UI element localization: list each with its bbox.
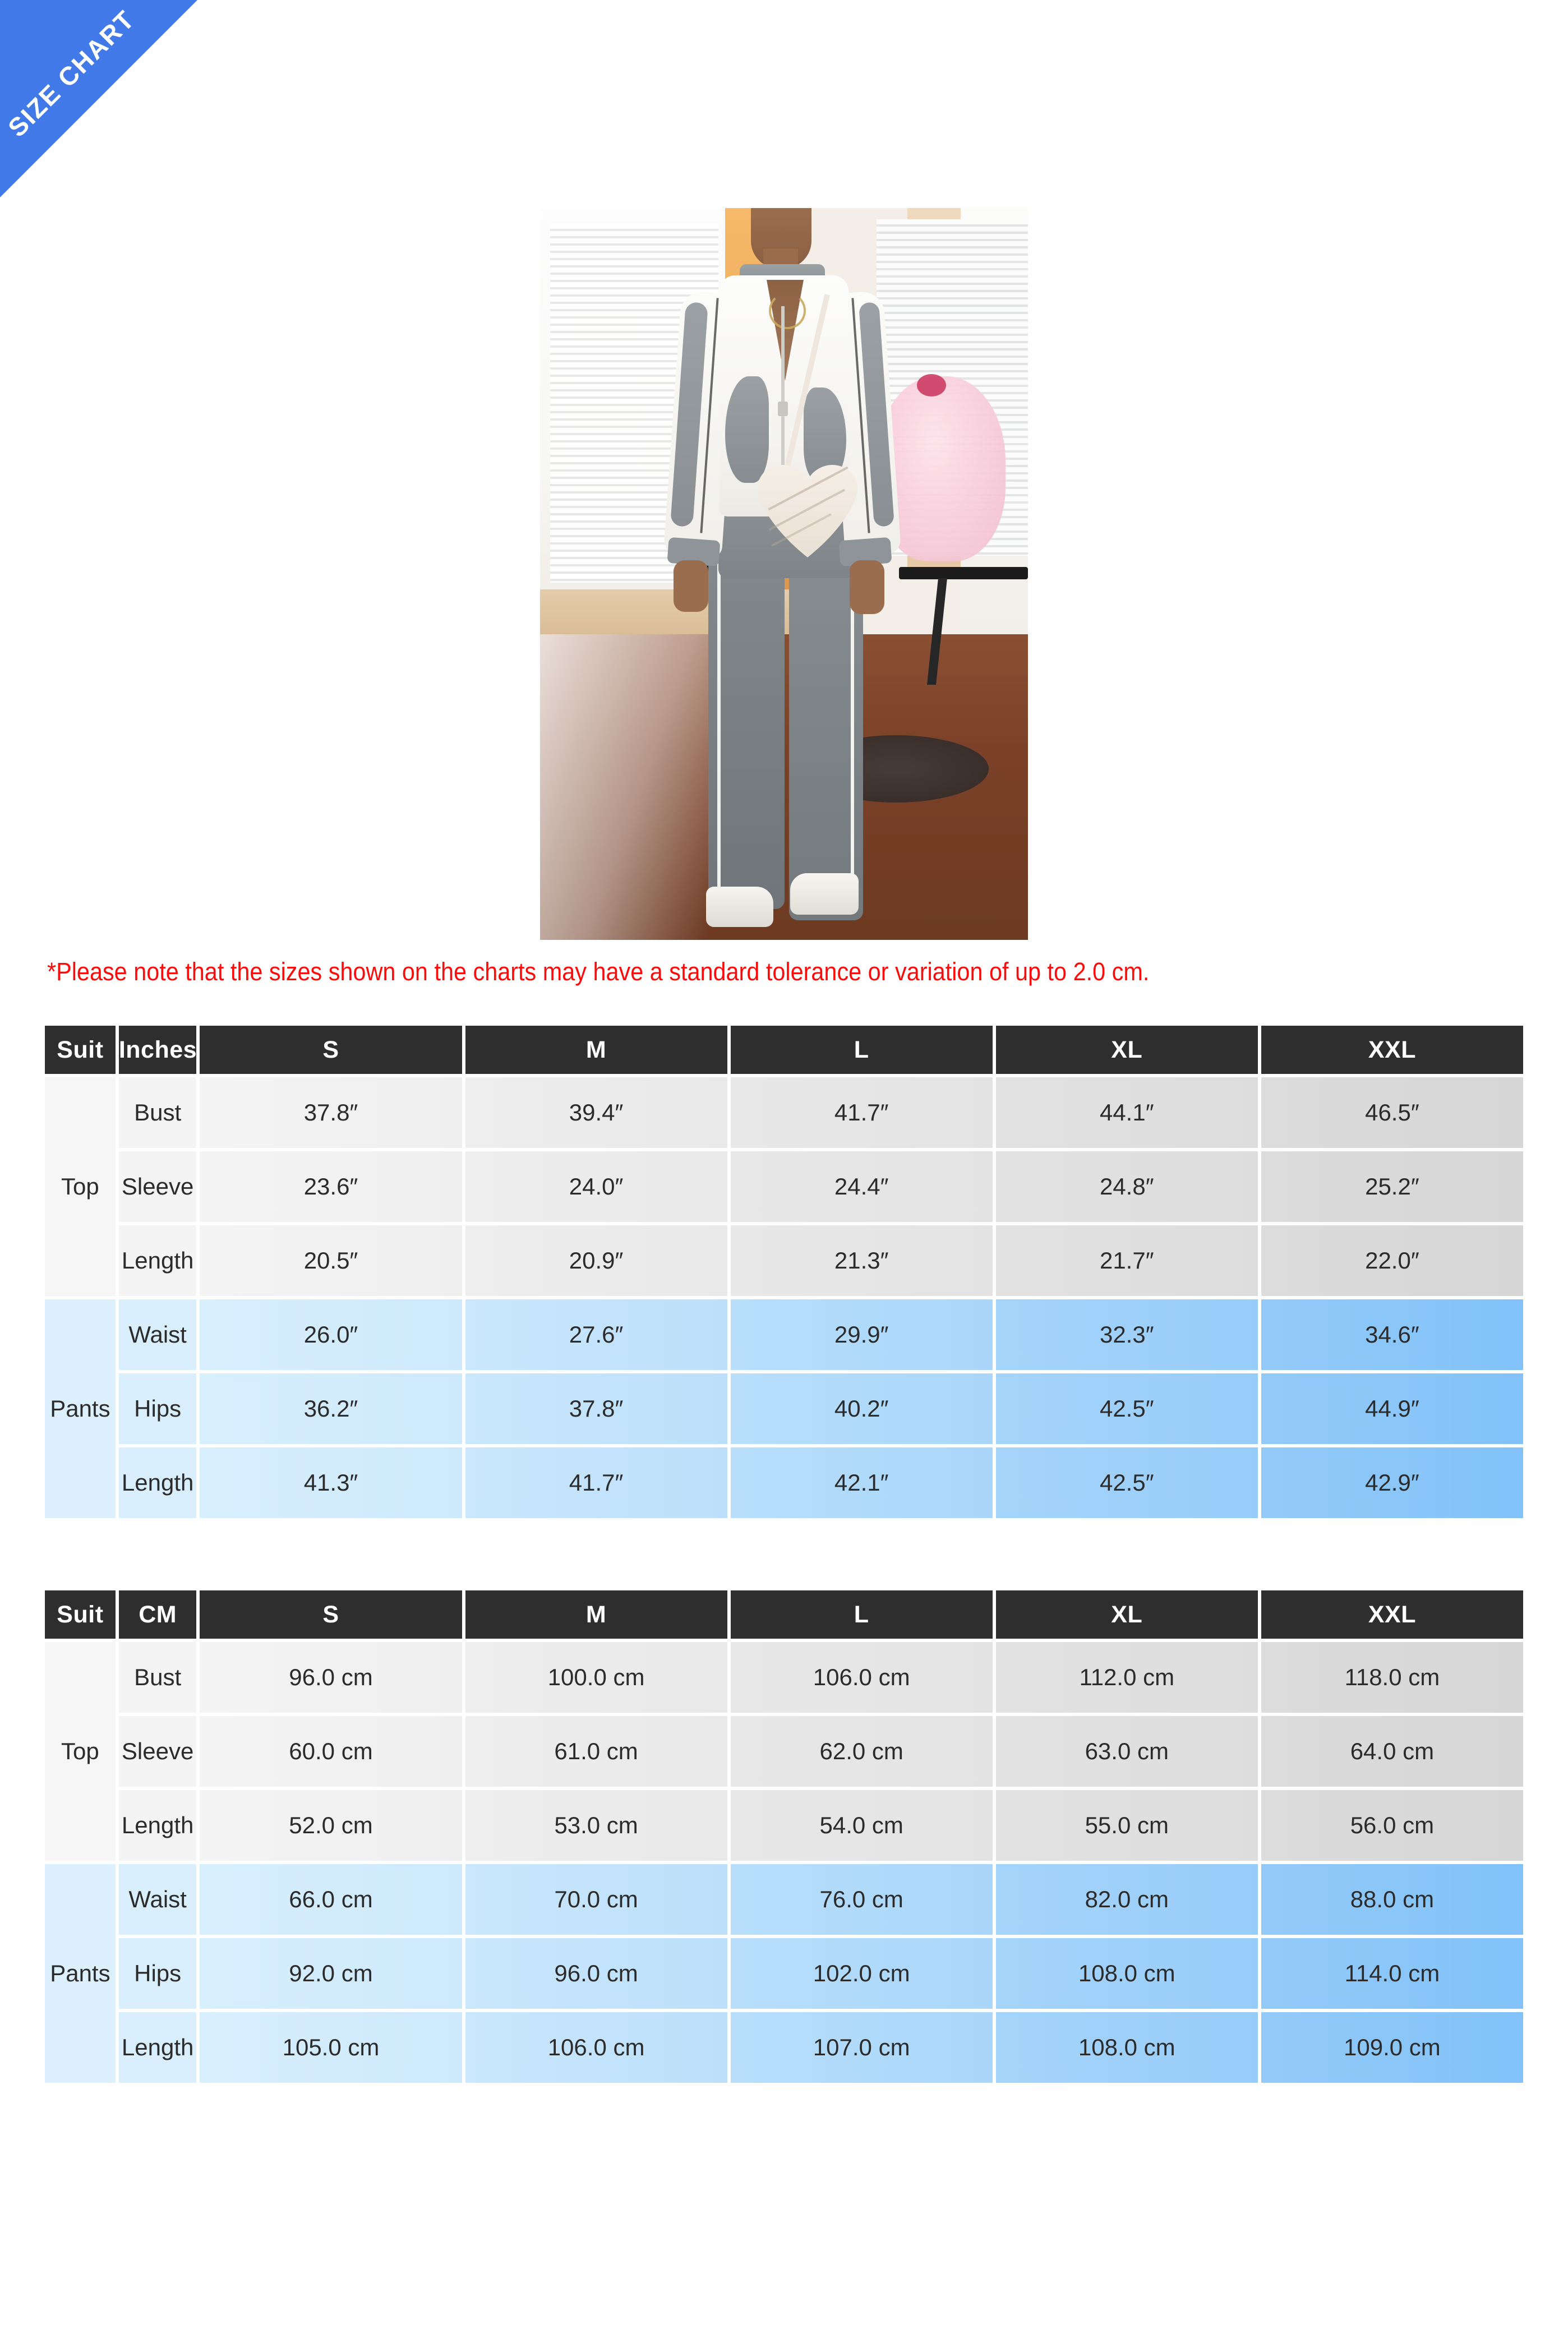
cell-value: 41.7″ (465, 1447, 727, 1518)
group-label-pants: Pants (45, 1864, 116, 2083)
measure-label: Bust (119, 1642, 197, 1713)
header-size-s: S (200, 1590, 462, 1639)
table-row (45, 2012, 1523, 2083)
cell-value: 107.0 cm (731, 2012, 993, 2083)
group-label-top: Top (45, 1077, 116, 1296)
cell-value: 106.0 cm (465, 2012, 727, 2083)
header-suit: Suit (45, 1026, 116, 1074)
table-row (45, 1790, 1523, 1861)
cell-value: 106.0 cm (731, 1642, 993, 1713)
jacket-zipper-pull (778, 402, 788, 416)
cell-value: 46.5″ (1261, 1077, 1523, 1148)
cell-value: 42.5″ (996, 1447, 1258, 1518)
header-size-m: M (465, 1026, 727, 1074)
table-row (45, 1642, 1523, 1713)
cell-value: 102.0 cm (731, 1938, 993, 2009)
header-size-m: M (465, 1590, 727, 1639)
measure-label: Sleeve (119, 1151, 197, 1222)
table-header-row (45, 1590, 1523, 1639)
cell-value: 53.0 cm (465, 1790, 727, 1861)
table-row (45, 1299, 1523, 1370)
model-hand-left (674, 560, 708, 612)
table-row (45, 1938, 1523, 2009)
table-row (45, 1225, 1523, 1296)
model-sneaker-left (706, 887, 773, 927)
cell-value: 44.1″ (996, 1077, 1258, 1148)
cell-value: 64.0 cm (1261, 1716, 1523, 1787)
cell-value: 76.0 cm (731, 1864, 993, 1935)
cell-value: 112.0 cm (996, 1642, 1258, 1713)
cell-value: 24.8″ (996, 1151, 1258, 1222)
cell-value: 100.0 cm (465, 1642, 727, 1713)
ribbon-label: SIZE CHART (2, 4, 141, 143)
cell-value: 108.0 cm (996, 2012, 1258, 2083)
cell-value: 44.9″ (1261, 1373, 1523, 1444)
cell-value: 34.6″ (1261, 1299, 1523, 1370)
group-label-pants: Pants (45, 1299, 116, 1518)
cell-value: 61.0 cm (465, 1716, 727, 1787)
cell-value: 88.0 cm (1261, 1864, 1523, 1935)
cell-value: 41.7″ (731, 1077, 993, 1148)
measure-label: Bust (119, 1077, 197, 1148)
measure-label: Length (119, 1790, 197, 1861)
cell-value: 24.4″ (731, 1151, 993, 1222)
table-row (45, 1447, 1523, 1518)
cell-value: 37.8″ (200, 1077, 462, 1148)
header-size-xxl: XXL (1261, 1590, 1523, 1639)
cell-value: 62.0 cm (731, 1716, 993, 1787)
table-row (45, 1716, 1523, 1787)
cell-value: 118.0 cm (1261, 1642, 1523, 1713)
cell-value: 21.7″ (996, 1225, 1258, 1296)
measure-label: Waist (119, 1299, 197, 1370)
group-label-top: Top (45, 1642, 116, 1861)
cell-value: 63.0 cm (996, 1716, 1258, 1787)
cell-value: 37.8″ (465, 1373, 727, 1444)
cell-value: 32.3″ (996, 1299, 1258, 1370)
cell-value: 39.4″ (465, 1077, 727, 1148)
header-unit: Inches (119, 1026, 197, 1074)
cell-value: 29.9″ (731, 1299, 993, 1370)
size-table-inches (41, 1022, 1527, 1521)
cell-value: 105.0 cm (200, 2012, 462, 2083)
cell-value: 66.0 cm (200, 1864, 462, 1935)
cell-value: 92.0 cm (200, 1938, 462, 2009)
measure-label: Length (119, 2012, 197, 2083)
cell-value: 114.0 cm (1261, 1938, 1523, 2009)
measure-label: Sleeve (119, 1716, 197, 1787)
cell-value: 108.0 cm (996, 1938, 1258, 2009)
header-size-s: S (200, 1026, 462, 1074)
ribbon-triangle (0, 0, 197, 197)
cell-value: 96.0 cm (200, 1642, 462, 1713)
size-chart-ribbon (0, 0, 202, 202)
header-size-l: L (731, 1590, 993, 1639)
measure-label: Length (119, 1225, 197, 1296)
cell-value: 109.0 cm (1261, 2012, 1523, 2083)
header-suit: Suit (45, 1590, 116, 1639)
cell-value: 54.0 cm (731, 1790, 993, 1861)
cell-value: 22.0″ (1261, 1225, 1523, 1296)
measure-label: Waist (119, 1864, 197, 1935)
model-pants-stripe-right (851, 562, 854, 899)
cell-value: 40.2″ (731, 1373, 993, 1444)
cell-value: 20.5″ (200, 1225, 462, 1296)
cell-value: 21.3″ (731, 1225, 993, 1296)
measure-label: Hips (119, 1373, 197, 1444)
model-pants-stripe-left (717, 562, 721, 899)
cell-value: 42.1″ (731, 1447, 993, 1518)
cell-value: 70.0 cm (465, 1864, 727, 1935)
cell-value: 24.0″ (465, 1151, 727, 1222)
cell-value: 96.0 cm (465, 1938, 727, 2009)
table-row (45, 1864, 1523, 1935)
table-row (45, 1077, 1523, 1148)
cell-value: 60.0 cm (200, 1716, 462, 1787)
cell-value: 20.9″ (465, 1225, 727, 1296)
table-row (45, 1151, 1523, 1222)
photo-black-table (899, 567, 1028, 579)
header-size-xl: XL (996, 1590, 1258, 1639)
cell-value: 55.0 cm (996, 1790, 1258, 1861)
header-unit: CM (119, 1590, 197, 1639)
cell-value: 52.0 cm (200, 1790, 462, 1861)
measure-label: Hips (119, 1938, 197, 2009)
measure-label: Length (119, 1447, 197, 1518)
photo-red-flower (917, 374, 946, 396)
header-size-xxl: XXL (1261, 1026, 1523, 1074)
cell-value: 27.6″ (465, 1299, 727, 1370)
product-photo (540, 208, 1028, 940)
size-table-cm (41, 1587, 1527, 2086)
cell-value: 36.2″ (200, 1373, 462, 1444)
header-size-l: L (731, 1026, 993, 1074)
cell-value: 41.3″ (200, 1447, 462, 1518)
table-row (45, 1373, 1523, 1444)
cell-value: 25.2″ (1261, 1151, 1523, 1222)
cell-value: 82.0 cm (996, 1864, 1258, 1935)
header-size-xl: XL (996, 1026, 1258, 1074)
cell-value: 42.9″ (1261, 1447, 1523, 1518)
model-sneaker-right (790, 873, 859, 915)
table-header-row (45, 1026, 1523, 1074)
cell-value: 42.5″ (996, 1373, 1258, 1444)
cell-value: 56.0 cm (1261, 1790, 1523, 1861)
model-hand-right (850, 560, 884, 614)
model-necklace (769, 292, 806, 329)
tolerance-note: *Please note that the sizes shown on the charts may have a standard tolerance or variation of up to 2.0 cm. (47, 957, 1150, 986)
cell-value: 23.6″ (200, 1151, 462, 1222)
cell-value: 26.0″ (200, 1299, 462, 1370)
